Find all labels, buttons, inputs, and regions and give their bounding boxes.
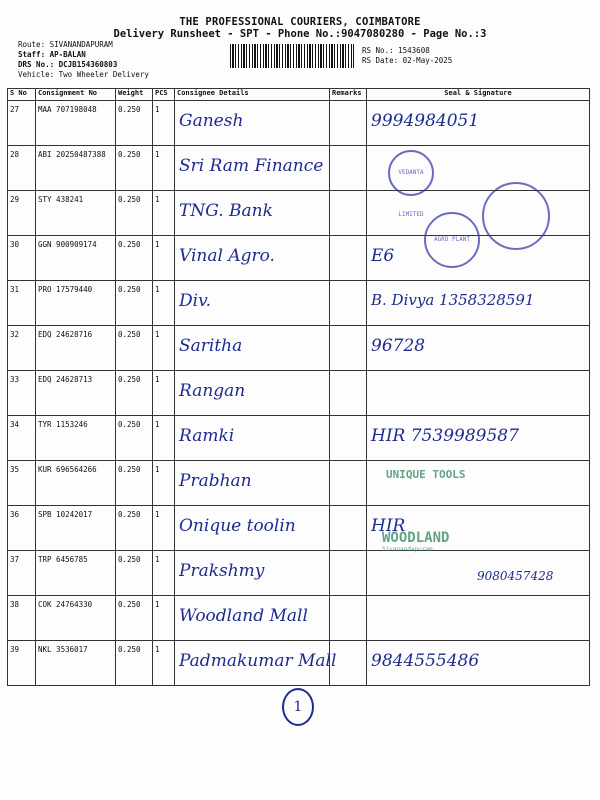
col-remarks: Remarks [330,89,367,101]
handwritten-signature: B. Divya 1358328591 [371,291,535,309]
handwritten-consignee: Onique toolin [179,516,296,536]
runsheet-subtitle: Delivery Runsheet - SPT - Phone No.:9047080280 - Page No.:3 [113,28,487,40]
col-weight: Weight [116,89,153,101]
round-stamp [482,182,550,250]
handwritten-consignee: Saritha [179,336,243,356]
table-row: 37 TRP 6456785 0.250 1 Prakshmy 9080457428 [8,551,590,596]
table-row: 32 EDQ 24628716 0.250 1 Saritha 96728 [8,326,590,371]
col-consignment: Consignment No [36,89,116,101]
handwritten-consignee: Prabhan [179,471,252,491]
col-seal: Seal & Signature [367,89,590,101]
handwritten-signature: HIR [371,516,406,536]
rs-no-text: RS No.: 1543608 [362,46,430,55]
table-header-row [8,89,590,101]
handwritten-consignee: Vinal Agro. [179,246,275,266]
company-title: THE PROFESSIONAL COURIERS, COIMBATORE [179,16,421,28]
handwritten-consignee: Prakshmy [179,561,265,581]
meta-right [362,46,452,66]
handwritten-signature: 9844555486 [371,651,480,671]
handwritten-consignee: Woodland Mall [179,606,308,626]
handwritten-consignee: Ramki [179,426,235,446]
drs-text: DRS No.: DCJB154360803 [18,60,118,69]
company-stamp: WOODLAND Sivanandapuram [382,530,450,553]
handwritten-signature: E6 [371,246,395,266]
handwritten-consignee: Ganesh [179,111,244,131]
table-row: 35 KUR 696564266 0.250 1 Prabhan [8,461,590,506]
staff-text: Staff: AP-BALAN [18,50,86,59]
meta-left [18,40,149,80]
barcode [230,44,354,68]
handwritten-signature: 9080457428 [477,569,554,583]
handwritten-consignee: Padmakumar Mall [179,651,337,671]
table-row: 33 EDQ 24628713 0.250 1 Rangan [8,371,590,416]
col-sno: S No [8,89,36,101]
col-pcs: PCS [153,89,175,101]
table-row: 34 TYR 1153246 0.250 1 Ramki HIR 7539989587 [8,416,590,461]
handwritten-consignee: Div. [179,291,212,311]
vehicle-text: Vehicle: Two Wheeler Delivery [18,70,149,79]
handwritten-signature: 96728 [371,336,426,356]
table-row: 38 COK 24764330 0.250 1 Woodland Mall [8,596,590,641]
round-stamp: AGRO PLANT [424,212,480,268]
rs-date-text: RS Date: 02-May-2025 [362,56,453,65]
runsheet-table [7,88,590,686]
table-row: 36 SPB 10242017 0.250 1 Onique toolin HIR [8,506,590,551]
handwritten-consignee: Rangan [179,381,246,401]
handwritten-consignee: Sri Ram Finance [179,156,324,176]
handwritten-signature: HIR 7539989587 [371,426,519,446]
table-row: 27 MAA 707198048 0.250 1 Ganesh 9994984051 [8,101,590,146]
company-stamp: UNIQUE TOOLS [386,468,466,481]
table-row: 28 ABI 20250487388 0.250 1 Sri Ram Finance [8,146,590,191]
route-text: Route: SIVANANDAPURAM [18,40,113,49]
page-note: 1 [282,688,314,726]
handwritten-signature: 9994984051 [371,111,480,131]
round-stamp: VEDANTA LIMITED [388,150,434,196]
table-row: 30 GGN 900909174 0.250 1 Vinal Agro. E6 [8,236,590,281]
col-consignee: Consignee Details [175,89,330,101]
table-row: 39 NKL 3536017 0.250 1 Padmakumar Mall 9844555486 [8,641,590,686]
handwritten-consignee: TNG. Bank [179,201,273,221]
table-row: 29 STY 438241 0.250 1 TNG. Bank [8,191,590,236]
table-row: 31 PRO 17579440 0.250 1 Div. B. Divya 1358328591 [8,281,590,326]
